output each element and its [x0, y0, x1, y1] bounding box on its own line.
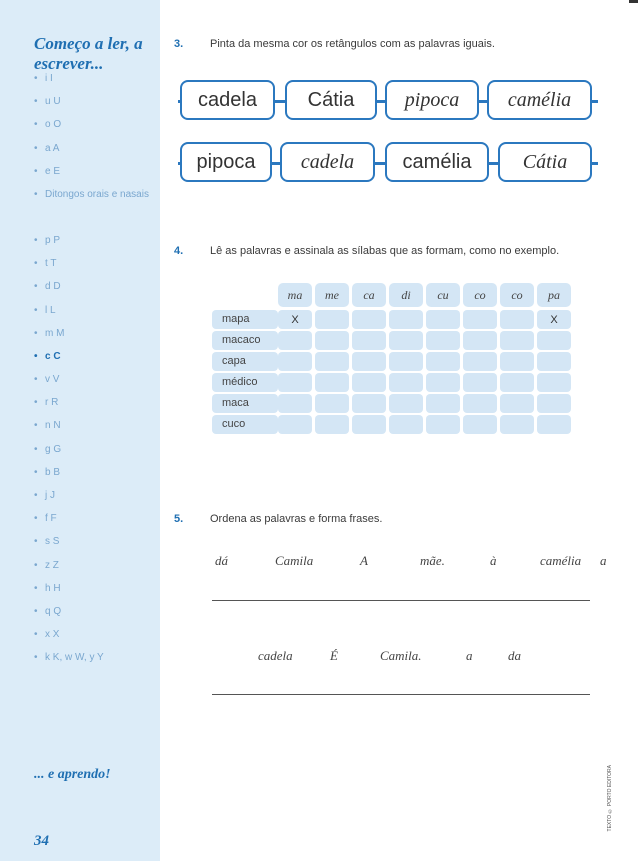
- exercise-5-instruction: Ordena as palavras e forma frases.: [210, 513, 383, 525]
- answer-line-2[interactable]: [212, 694, 590, 695]
- answer-cell[interactable]: [426, 310, 460, 329]
- exercise-4-instruction: Lê as palavras e assinala as sílabas que as formam, como no exemplo.: [210, 245, 560, 257]
- sidebar-item: • k K, w W, y Y: [34, 651, 154, 697]
- sidebar-item: • x X: [34, 628, 154, 651]
- scrambled-word: da: [508, 648, 521, 663]
- sidebar-item: • g G: [34, 443, 154, 466]
- row-word: macaco: [212, 331, 278, 350]
- syllable-header: co: [500, 283, 534, 307]
- page-number: 34: [34, 833, 49, 849]
- sidebar-item: • h H: [34, 582, 154, 605]
- answer-cell[interactable]: [500, 310, 534, 329]
- sidebar-item: • d D: [34, 280, 154, 303]
- syllable-header: ma: [278, 283, 312, 307]
- sidebar-item: • i I: [34, 72, 154, 95]
- sidebar-item: • n N: [34, 419, 154, 442]
- word-box[interactable]: pipoca: [385, 80, 479, 120]
- answer-cell[interactable]: [426, 415, 460, 434]
- answer-cell[interactable]: [463, 310, 497, 329]
- answer-cell[interactable]: [389, 310, 423, 329]
- answer-cell[interactable]: [426, 373, 460, 392]
- sidebar-item: • s S: [34, 535, 154, 558]
- answer-cell[interactable]: [426, 352, 460, 371]
- answer-cell[interactable]: [315, 415, 349, 434]
- answer-cell[interactable]: [426, 331, 460, 350]
- syllable-header: pa: [537, 283, 571, 307]
- word-box[interactable]: camélia: [487, 80, 592, 120]
- exercise-5-number: 5.: [174, 513, 184, 525]
- answer-cell[interactable]: [278, 415, 312, 434]
- answer-cell[interactable]: [426, 394, 460, 413]
- answer-cell[interactable]: [389, 352, 423, 371]
- syllable-header: co: [463, 283, 497, 307]
- answer-cell[interactable]: [537, 352, 571, 371]
- answer-cell[interactable]: [278, 373, 312, 392]
- row-word: médico: [212, 373, 278, 392]
- answer-cell[interactable]: [352, 310, 386, 329]
- answer-cell[interactable]: [537, 331, 571, 350]
- syllable-header: di: [389, 283, 423, 307]
- word-box[interactable]: Cátia: [498, 142, 592, 182]
- sidebar-list: [34, 72, 154, 697]
- scrambled-word: É: [330, 648, 338, 663]
- answer-cell[interactable]: [500, 352, 534, 371]
- scrambled-word: Camila.: [380, 648, 422, 663]
- answer-cell[interactable]: [389, 394, 423, 413]
- sidebar-item: • Ditongos orais e nasais: [34, 188, 154, 234]
- word-box[interactable]: Cátia: [285, 80, 377, 120]
- sidebar-item: • z Z: [34, 559, 154, 582]
- answer-cell[interactable]: [352, 394, 386, 413]
- copyright-text: TEXTO © PORTO EDITORA: [607, 765, 613, 832]
- word-box[interactable]: pipoca: [180, 142, 272, 182]
- sidebar-footer: ... e aprendo!: [34, 767, 111, 782]
- answer-cell[interactable]: [352, 373, 386, 392]
- answer-cell[interactable]: [315, 373, 349, 392]
- answer-cell[interactable]: [278, 352, 312, 371]
- answer-cell[interactable]: X: [278, 310, 312, 329]
- answer-cell[interactable]: [315, 331, 349, 350]
- syllable-header: cu: [426, 283, 460, 307]
- sidebar-title: Começo a ler, a escrever...: [34, 34, 143, 73]
- answer-cell[interactable]: [500, 331, 534, 350]
- scrambled-word: a: [600, 553, 607, 568]
- answer-cell[interactable]: [352, 352, 386, 371]
- answer-cell[interactable]: [389, 331, 423, 350]
- answer-cell[interactable]: [315, 310, 349, 329]
- answer-cell[interactable]: [315, 352, 349, 371]
- word-box[interactable]: cadela: [280, 142, 375, 182]
- scrambled-word: dá: [215, 553, 228, 568]
- sidebar-item: • f F: [34, 512, 154, 535]
- answer-cell[interactable]: [463, 373, 497, 392]
- scrambled-word: Camila: [275, 553, 314, 568]
- sidebar-item: • r R: [34, 396, 154, 419]
- answer-cell[interactable]: [463, 352, 497, 371]
- scrambled-word: a: [466, 648, 473, 663]
- scrambled-word: mãe.: [420, 553, 445, 568]
- sidebar-item: • v V: [34, 373, 154, 396]
- word-box[interactable]: cadela: [180, 80, 275, 120]
- sidebar-item: • j J: [34, 489, 154, 512]
- sidebar-item: • p P: [34, 234, 154, 257]
- answer-cell[interactable]: [463, 415, 497, 434]
- exercise-3-instruction: Pinta da mesma cor os retângulos com as palavras iguais.: [210, 38, 495, 50]
- answer-cell[interactable]: [278, 331, 312, 350]
- scrambled-word: camélia: [540, 553, 582, 568]
- answer-cell[interactable]: [352, 331, 386, 350]
- answer-cell[interactable]: [537, 415, 571, 434]
- answer-cell[interactable]: [315, 394, 349, 413]
- syllable-header: me: [315, 283, 349, 307]
- sidebar-item: • b B: [34, 466, 154, 489]
- answer-cell[interactable]: [537, 394, 571, 413]
- answer-cell[interactable]: [500, 373, 534, 392]
- scrambled-word: à: [490, 553, 497, 568]
- corner-mark: [629, 0, 638, 3]
- row-word: maca: [212, 394, 278, 413]
- answer-cell[interactable]: X: [537, 310, 571, 329]
- answer-cell[interactable]: [463, 331, 497, 350]
- row-word: cuco: [212, 415, 278, 434]
- answer-cell[interactable]: [278, 394, 312, 413]
- sidebar-item: • c C: [34, 350, 154, 373]
- sidebar-item: • q Q: [34, 605, 154, 628]
- scrambled-word: A: [360, 553, 368, 568]
- answer-cell[interactable]: [500, 415, 534, 434]
- sidebar-item: • m M: [34, 327, 154, 350]
- answer-cell[interactable]: [389, 415, 423, 434]
- exercise-4-number: 4.: [174, 245, 184, 257]
- word-box[interactable]: camélia: [385, 142, 489, 182]
- sidebar-item: • a A: [34, 142, 154, 165]
- answer-cell[interactable]: [352, 415, 386, 434]
- answer-cell[interactable]: [500, 394, 534, 413]
- answer-line-1[interactable]: [212, 600, 590, 601]
- exercise-3-number: 3.: [174, 38, 184, 50]
- scrambled-word: cadela: [258, 648, 293, 663]
- sidebar-item: • t T: [34, 257, 154, 280]
- answer-cell[interactable]: [537, 373, 571, 392]
- sidebar-item: • u U: [34, 95, 154, 118]
- sidebar-item: • o O: [34, 118, 154, 141]
- sidebar-item: • e E: [34, 165, 154, 188]
- row-word: capa: [212, 352, 278, 371]
- row-word: mapa: [212, 310, 278, 329]
- sidebar-item: • l L: [34, 304, 154, 327]
- sidebar: [0, 0, 160, 861]
- syllable-header: ca: [352, 283, 386, 307]
- answer-cell[interactable]: [463, 394, 497, 413]
- answer-cell[interactable]: [389, 373, 423, 392]
